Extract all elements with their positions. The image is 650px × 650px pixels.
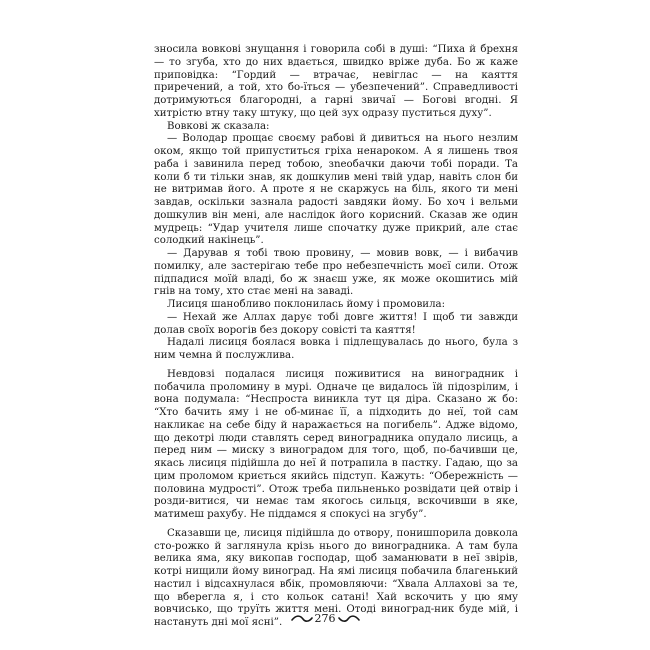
paragraph: Вовкові ж сказала: [167, 120, 270, 132]
paragraph: зносила вовкові знущання і говорила собі в душі: “Пиха й брехня — то згуба, хто до них вдається, швидко вріже дуба. Бо ж каже приповідка: “Гордий — втрачає, невіглас — на каяття приречений, а той, хто бо-їться — убезпечений”. Справедливості дотримуються благородні, а гарні звичаї — Богові вгодні. Я хитрістю втну таку штуку, що цей зух одразу пуститься духу”. [154, 44, 518, 119]
right-flourish-icon [338, 614, 360, 624]
paragraph: Сказавши це, лисиця підійшла до отвору, понишпорила довкола сто-рожко й заглянула крізь нього до виноградника. А там була велика яма, яку викопав господар, щоб заманювати в неї звірів, котрі нищили йому виноград. На ямі лисиця побачила благенький настил і відсахнулася вбік, промовляючи: “Хвала Аллахові за те, що вберегла я, і сто кольок сатані! Хай вскочить у цю яму вовчисько, що труїть життя мені. Отоді виноград-ник буде мій, і настануть дні мої ясні”. [154, 527, 518, 628]
page-number: 276 [314, 612, 336, 625]
body-text [154, 44, 518, 630]
paragraph: Надалі лисиця боялася вовка і підлещувалась до нього, була з ним чемна й послужлива. [154, 337, 518, 361]
paragraph: Лисиця шанобливо поклонилась йому і промовила: [167, 299, 446, 310]
paragraph: — Дарував я тобі твою провину, — мовив вовк, — і вибачив помилку, але застерігаю тебе про небезпечність моєї сили. Отож підпадися моїй владі, бо ж знаєш уже, як може окошитись мій гнів на тому, хто стає мені на заваді. [154, 248, 518, 298]
page-footer [0, 609, 650, 628]
paragraph: — Нехай же Аллах дарує тобі довге життя! І щоб ти завжди долав своїх ворогів без докору совісті та каяття! [154, 311, 518, 336]
left-flourish-icon [291, 614, 313, 624]
paragraph: — Володар прощає своєму рабові й дивиться на нього незлим оком, якщо той припуститься гріха ненароком. А я лишень твоя раба і завинила перед тобою, зneобачки даючи тобі поради. Та коли б ти тільки знав, як дошкулив мені твій удар, навіть слон би не витримав його. А проте я не скаржусь на біль, якого ти мені завдав, оскільки зазнала радості завдяки йому. Бо хоч і вельми дошкулив він мені, але наслідок його корисний. Сказав же один мудрець: “Удар учителя лише спочатку дуже прикрий, але стає солодкий накінець”. [154, 133, 518, 247]
folio [291, 613, 360, 625]
paragraph: Невдовзі подалася лисиця поживитися на виноградник і побачила проломину в мурі. Одначе це видалось їй підозрілим, і вона подумала: “Неспроста виникла тут ця діра. Сказано ж бо: “Хто бачить яму і не об-минає її, а підходить до неї, той сам накликає на себе біду й наражається на погибель”. Адже відомо, що декотрі люди ставлять серед виноградника опудало лисиць, а перед ним — миску з виноградом для того, щоб, по-бачивши це, якась лисиця підійшла до неї й потрапила в пастку. Гадаю, що за цим проломом криється якийсь підступ. Кажуть: “Обережність — половина мудрості”. Отож треба пильненько розвідати цей отвір і розди-витися, чи немає там якогось сильця, вскочивши в яке, матимеш рахубу. Не піддамся я спокусі на згубу”. [154, 368, 518, 520]
